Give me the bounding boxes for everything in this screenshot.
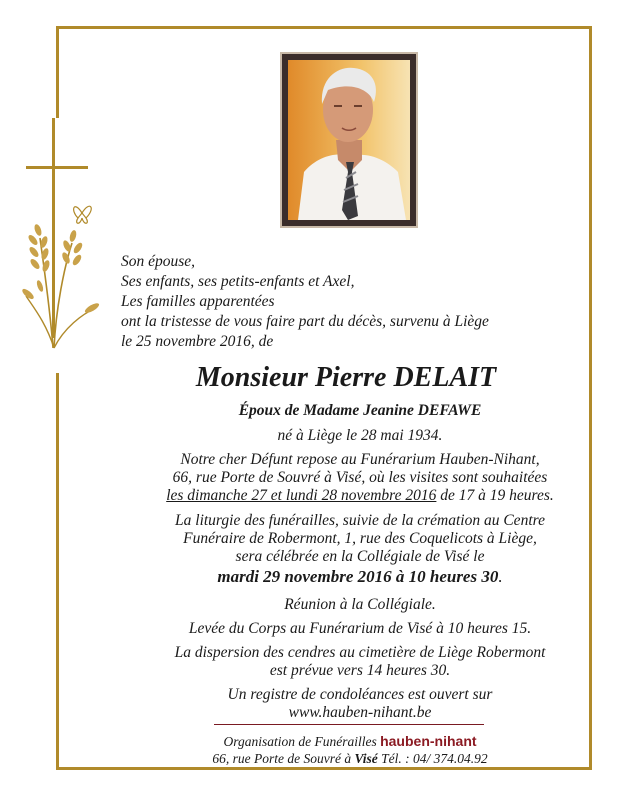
intro-line: Les familles apparentées — [121, 293, 275, 310]
liturgy-line: sera célébrée en la Collégiale de Visé le — [235, 548, 485, 565]
spouse-text: Époux de Madame Jeanine DEFAWE — [238, 402, 482, 419]
intro-line: Son épouse, — [121, 253, 196, 270]
meeting-line — [120, 596, 600, 614]
visits-line: Notre cher Défunt repose au Funérarium Hauben-Nihant, — [180, 451, 540, 468]
cross-wheat-ornament-icon — [20, 118, 100, 373]
footer-divider — [214, 724, 484, 725]
footer-address: 66, rue Porte de Souvré à — [212, 751, 355, 766]
portrait-image — [288, 60, 410, 220]
visits-paragraph — [120, 451, 600, 505]
dispersion-line: est prévue vers 14 heures 30. — [269, 662, 451, 679]
intro-paragraph — [121, 252, 489, 352]
liturgy-paragraph — [120, 512, 600, 566]
meeting-text: Réunion à la Collégiale. — [284, 596, 436, 613]
birth-text: né à Liège le 28 mai 1934. — [277, 427, 443, 444]
visit-hours: de 17 à 19 heures. — [436, 487, 554, 504]
levee-line — [120, 620, 600, 638]
footer-city: Visé — [354, 751, 378, 766]
visits-line — [120, 487, 600, 505]
ceremony-date: mardi 29 novembre 2016 à 10 heures 30 — [217, 567, 499, 586]
condolences-paragraph — [120, 686, 600, 722]
dispersion-paragraph — [120, 644, 600, 680]
birth-line — [120, 427, 600, 445]
dispersion-line: La dispersion des cendres au cimetière de Liège Robermont — [174, 644, 546, 661]
visit-dates: les dimanche 27 et lundi 28 novembre 2016 — [166, 487, 437, 504]
spouse-line — [120, 402, 600, 420]
visits-line: 66, rue Porte de Souvré à Visé, où les visites sont souhaitées — [172, 469, 548, 486]
brand-logo: hauben-nihant — [380, 733, 477, 749]
portrait-photo — [280, 52, 418, 228]
intro-line: Ses enfants, ses petits-enfants et Axel, — [121, 273, 355, 290]
footer-org-prefix: Organisation de Funérailles — [223, 734, 381, 749]
liturgy-line: La liturgie des funérailles, suivie de la crémation au Centre — [175, 512, 545, 529]
intro-line: le 25 novembre 2016, de — [121, 333, 274, 350]
liturgy-line: Funéraire de Robermont, 1, rue des Coquelicots à Liège, — [183, 530, 537, 547]
ceremony-date-line — [120, 567, 600, 587]
levee-text: Levée du Corps au Funérarium de Visé à 10 heures 15. — [188, 620, 532, 637]
condolences-url[interactable]: www.hauben-nihant.be — [288, 704, 432, 721]
deceased-name: Monsieur Pierre DELAIT — [195, 362, 497, 393]
condolences-text: Un registre de condoléances est ouvert sur — [227, 686, 493, 703]
footer — [110, 733, 590, 767]
intro-line: ont la tristesse de vous faire part du décès, survenu à Liège — [121, 313, 489, 330]
ceremony-date-end: . — [498, 567, 503, 586]
footer-phone: Tél. : 04/ 374.04.92 — [377, 751, 488, 766]
